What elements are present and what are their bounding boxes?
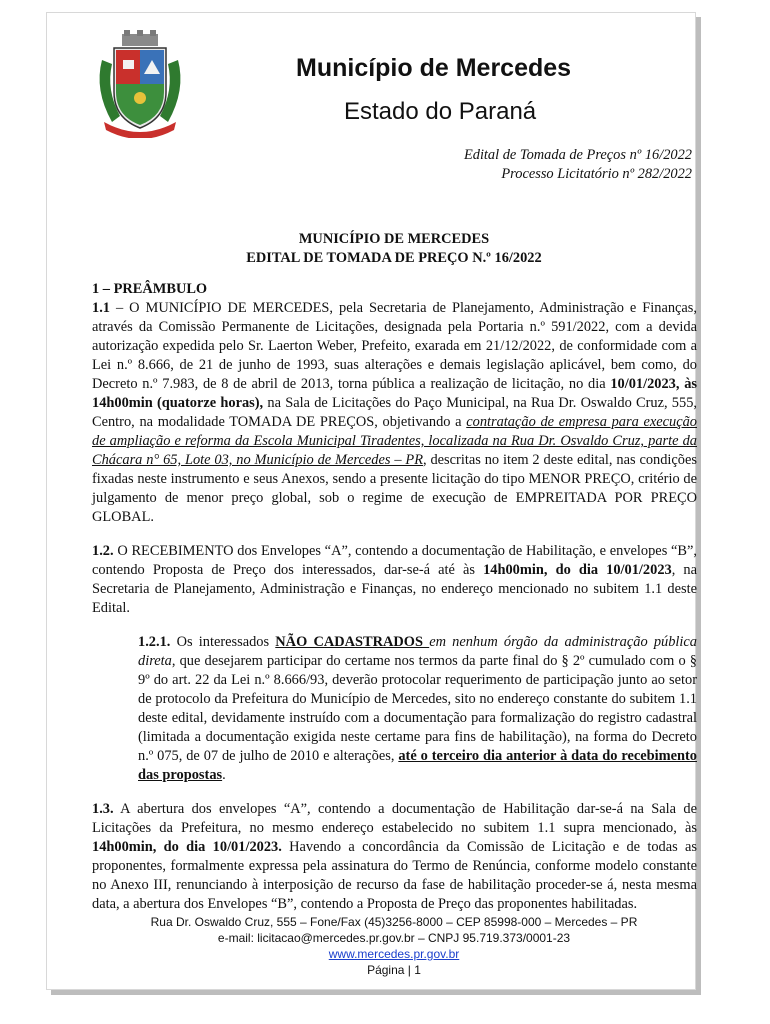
paragraph-1-2-1 (138, 633, 697, 785)
opening-time: 14h00min, do dia 10/01/2023. (92, 839, 282, 855)
edital-reference (464, 146, 692, 184)
paragraph-1-2 (92, 542, 697, 618)
paragraph-number: 1.3. (92, 801, 114, 817)
bid-object: contratação de empresa para execução de ampliação e reforma da Escola Municipal Tiradentes, localizada na Rua Dr. Osvaldo Cruz, parte da Chácara n° 65, Lote 03, no Município de Mercedes – PR (92, 414, 697, 468)
paragraph-text: , na Secretaria de Planejamento, Administração e Finanças, no endereço mencionado no subitem 1.1 deste Edital. (92, 562, 697, 616)
paragraph-1-1 (92, 299, 697, 527)
process-number: Processo Licitatório nº 282/2022 (501, 166, 692, 182)
paragraph-number: 1.2. (92, 543, 114, 559)
municipal-coat-of-arms-icon (94, 30, 186, 138)
website-link[interactable]: www.mercedes.pr.gov.br (328, 947, 460, 961)
edital-number: Edital de Tomada de Preços nº 16/2022 (463, 147, 692, 163)
paragraph-text: A abertura dos envelopes “A”, contendo a documentação de Habilitação dar-se-á na Sala de Licitações da Prefeitura, no mesmo endereço estabelecido no subitem 1.1 supra mencionado, às (92, 801, 697, 836)
page-footer (92, 914, 696, 978)
document-body (92, 280, 697, 914)
heading-line-1: MUNICÍPIO DE MERCEDES (298, 231, 490, 247)
session-date: 10/01/2023, às 14h00min (quatorze horas), (92, 376, 697, 411)
not-registered-label: NÃO CADASTRADOS (275, 634, 430, 650)
paragraph-number: 1.1 (92, 300, 110, 316)
document-heading (92, 230, 696, 268)
receipt-time: 14h00min, do dia 10/01/2023 (483, 562, 672, 578)
footer-contact: e-mail: licitacao@mercedes.pr.gov.br – CNPJ 95.719.373/0001-23 (217, 931, 571, 945)
registration-deadline: até o terceiro dia anterior à data do recebimento das propostas (138, 748, 697, 783)
header-title: Município de Mercedes (296, 54, 572, 82)
paragraph-text: O RECEBIMENTO dos Envelopes “A”, contendo a documentação de Habilitação, e envelopes “B”, contendo Proposta de Preço dos interessados, dar-se-á até às (92, 543, 697, 578)
paragraph-text: na Sala de Licitações do Paço Municipal, na Rua Dr. Oswaldo Cruz, 555, Centro, na modalidade TOMADA DE PREÇOS, objetivando a (92, 395, 697, 430)
paragraph-text: , que desejarem participar do certame nos termos da parte final do § 2º cumulado com o § 9º do art. 22 da Lei n.º 8.666/93, deverão protocolar requerimento de participação junto ao setor de protocolo da Prefeitura do Município de Mercedes, sito no endereço constante do subitem 1.1 deste edital, devidamente instruído com a documentação para formalização do registro cadastral (limitada a documentação exigida neste certame para fins de habilitação), na forma do Decreto n.º 075, de 07 de julho de 2010 e alterações, (138, 653, 697, 764)
paragraph-1-3 (92, 800, 697, 914)
paragraph-text: . (222, 767, 226, 783)
paragraph-text: Havendo a concordância da Comissão de Licitação e de todas as proponentes, formalmente expressa pela assinatura do Termo de Renúncia, conforme modelo constante no Anexo III, renunciando à interposição de recurso da fase de habilitação proceder-se á, nesta mesma data, a abertura dos Envelopes “B”, contendo a Proposta de Preço das proponentes habilitadas. (92, 839, 697, 912)
header-subtitle: Estado do Paraná (344, 98, 537, 125)
paragraph-text: , descritas no item 2 deste edital, nas condições fixadas neste instrumento e seus Anexos, sendo a presente licitação do tipo MENOR PREÇO, critério de julgamento de menor preço global, sob o regime de execução de EMPREITADA POR PREÇO GLOBAL. (92, 452, 697, 525)
footer-address: Rua Dr. Oswaldo Cruz, 555 – Fone/Fax (45)3256-8000 – CEP 85998-000 – Mercedes – PR (150, 915, 638, 929)
heading-line-2: EDITAL DE TOMADA DE PREÇO N.º 16/2022 (246, 250, 542, 266)
page-number: Página | 1 (367, 963, 421, 977)
paragraph-number: 1.2.1. (138, 634, 171, 650)
paragraph-text: Os interessados (170, 634, 276, 650)
paragraph-italic: em nenhum órgão da administração pública direta (138, 634, 697, 669)
section-title: 1 – PREÂMBULO (92, 281, 208, 297)
paragraph-text: – O MUNICÍPIO DE MERCEDES, pela Secretaria de Planejamento, Administração e Finanças, através da Comissão Permanente de Licitações, designada pela Portaria n.º 591/2022, com a devida autorização expedida pelo Sr. Laerton Weber, Prefeito, exarada em 21/12/2022, de conformidade com a Lei n.º 8.666, de 21 de junho de 1993, suas alterações e demais legislação aplicável, bem como, do Decreto n.º 7.983, de 8 de abril de 2013, torna pública a realização de licitação, no dia (92, 300, 697, 392)
